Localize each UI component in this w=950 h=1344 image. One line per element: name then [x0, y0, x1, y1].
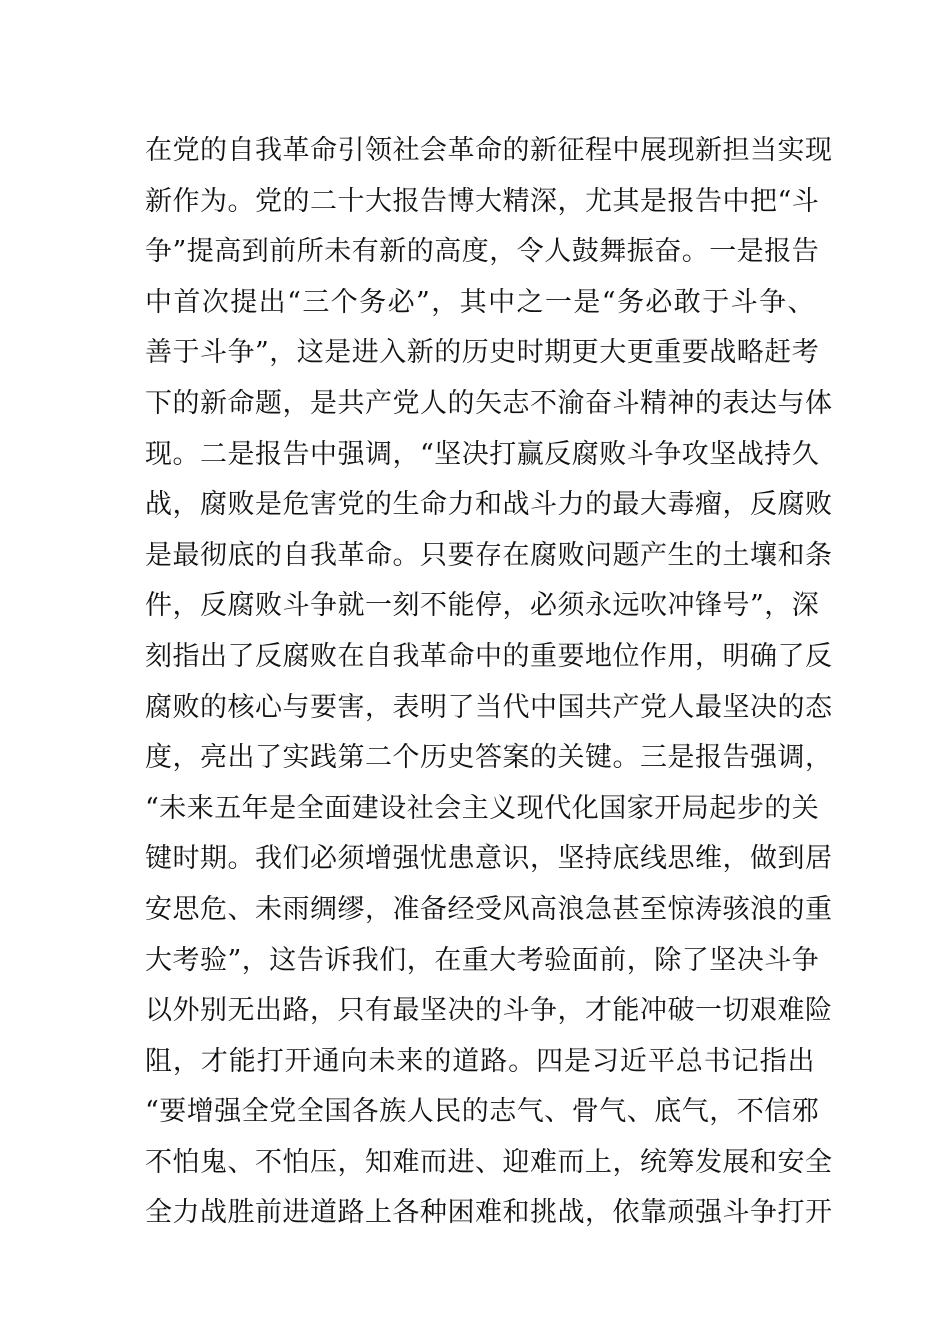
- text-line-11: 刻指出了反腐败在自我革命中的重要地位作用，明确了反: [145, 640, 833, 672]
- body-paragraph: [145, 126, 833, 1239]
- text-line-7: 现。二是报告中强调，“坚决打赢反腐败斗争攻坚战持久: [145, 438, 820, 470]
- text-line-15: 键时期。我们必须增强忧患意识，坚持底线思维，做到居: [145, 843, 833, 875]
- text-line-9: 是最彻底的自我革命。只要存在腐败问题产生的土壤和条: [145, 539, 833, 571]
- text-line-17: 大考验”，这告诉我们，在重大考验面前，除了坚决斗争: [145, 944, 820, 976]
- text-line-2: 新作为。党的二十大报告博大精深，尤其是报告中把“斗: [145, 185, 820, 217]
- text-line-19: 阻，才能打开通向未来的道路。四是习近平总书记指出: [145, 1045, 815, 1077]
- text-line-3: 争”提高到前所未有新的高度，令人鼓舞振奋。一是报告: [145, 236, 820, 268]
- text-line-1: 在党的自我革命引领社会革命的新征程中展现新担当实现: [145, 135, 833, 166]
- text-line-13: 度，亮出了实践第二个历史答案的关键。三是报告强调，: [145, 742, 833, 774]
- text-line-18: 以外别无出路，只有最坚决的斗争，才能冲破一切艰难险: [145, 995, 833, 1027]
- text-line-5: 善于斗争”，这是进入新的历史时期更大更重要战略赶考: [145, 337, 820, 369]
- text-line-12: 腐败的核心与要害，表明了当代中国共产党人最坚决的态: [145, 691, 833, 723]
- text-line-14: “未来五年是全面建设社会主义现代化国家开局起步的关: [145, 792, 820, 824]
- text-line-4: 中首次提出“三个务必”，其中之一是“务必敢于斗争、: [145, 286, 815, 318]
- text-line-16: 安思危、未雨绸缪，准备经受风高浪急甚至惊涛骇浪的重: [145, 893, 833, 925]
- text-line-22: 全力战胜前进道路上各种困难和挑战，依靠顽强斗争打开: [145, 1197, 833, 1229]
- text-line-10: 件，反腐败斗争就一刻不能停，必须永远吹冲锋号”，深: [145, 590, 820, 622]
- text-line-8: 战，腐败是危害党的生命力和战斗力的最大毒瘤，反腐败: [145, 489, 833, 521]
- text-line-21: 不怕鬼、不怕压，知难而进、迎难而上，统筹发展和安全: [145, 1146, 833, 1178]
- text-line-6: 下的新命题，是共产党人的矢志不渝奋斗精神的表达与体: [145, 387, 833, 419]
- text-line-20: “要增强全党全国各族人民的志气、骨气、底气，不信邪: [145, 1096, 820, 1128]
